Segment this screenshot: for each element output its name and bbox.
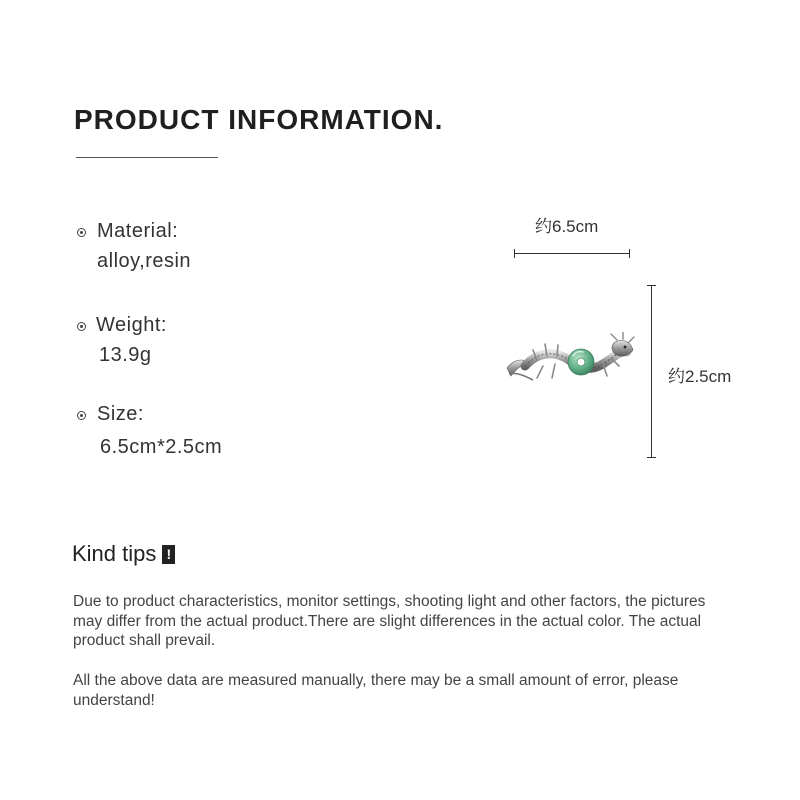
tips-paragraph-2: All the above data are measured manually, there may be a small amount of error, please understand! [73,672,679,709]
height-dimension-tick-bottom [647,457,656,458]
page-title: PRODUCT INFORMATION. [74,104,444,135]
kind-tips-title: Kind tips [72,541,157,566]
bullet-icon [77,411,86,420]
bullet-icon [77,228,86,237]
exclamation-icon: ! [162,545,175,564]
dragon-hairpin-icon [503,332,635,394]
width-dimension-line [514,253,630,254]
spec-label-size: Size: [97,403,144,425]
spec-value-weight: 13.9g [99,344,152,366]
height-dimension-tick-top [647,285,656,286]
title-underline [76,157,218,158]
kind-tips-heading [72,541,175,567]
spec-label-weight: Weight: [96,314,167,336]
bullet-icon [77,322,86,331]
spec-label-material: Material: [97,220,179,242]
width-dimension-label: 约6.5cm [535,217,599,236]
height-dimension-label: 约2.5cm [668,367,732,386]
width-dimension-tick-left [514,249,515,258]
tips-paragraph-1: Due to product characteristics, monitor settings, shooting light and other factors, the pictures may differ from the actual product.There are slight differences in the actual color. The actual product shall prevail. [73,593,706,649]
width-dimension-tick-right [629,249,630,258]
spec-value-material: alloy,resin [97,250,192,272]
height-dimension-line [651,285,652,458]
spec-value-size: 6.5cm*2.5cm [100,436,223,458]
